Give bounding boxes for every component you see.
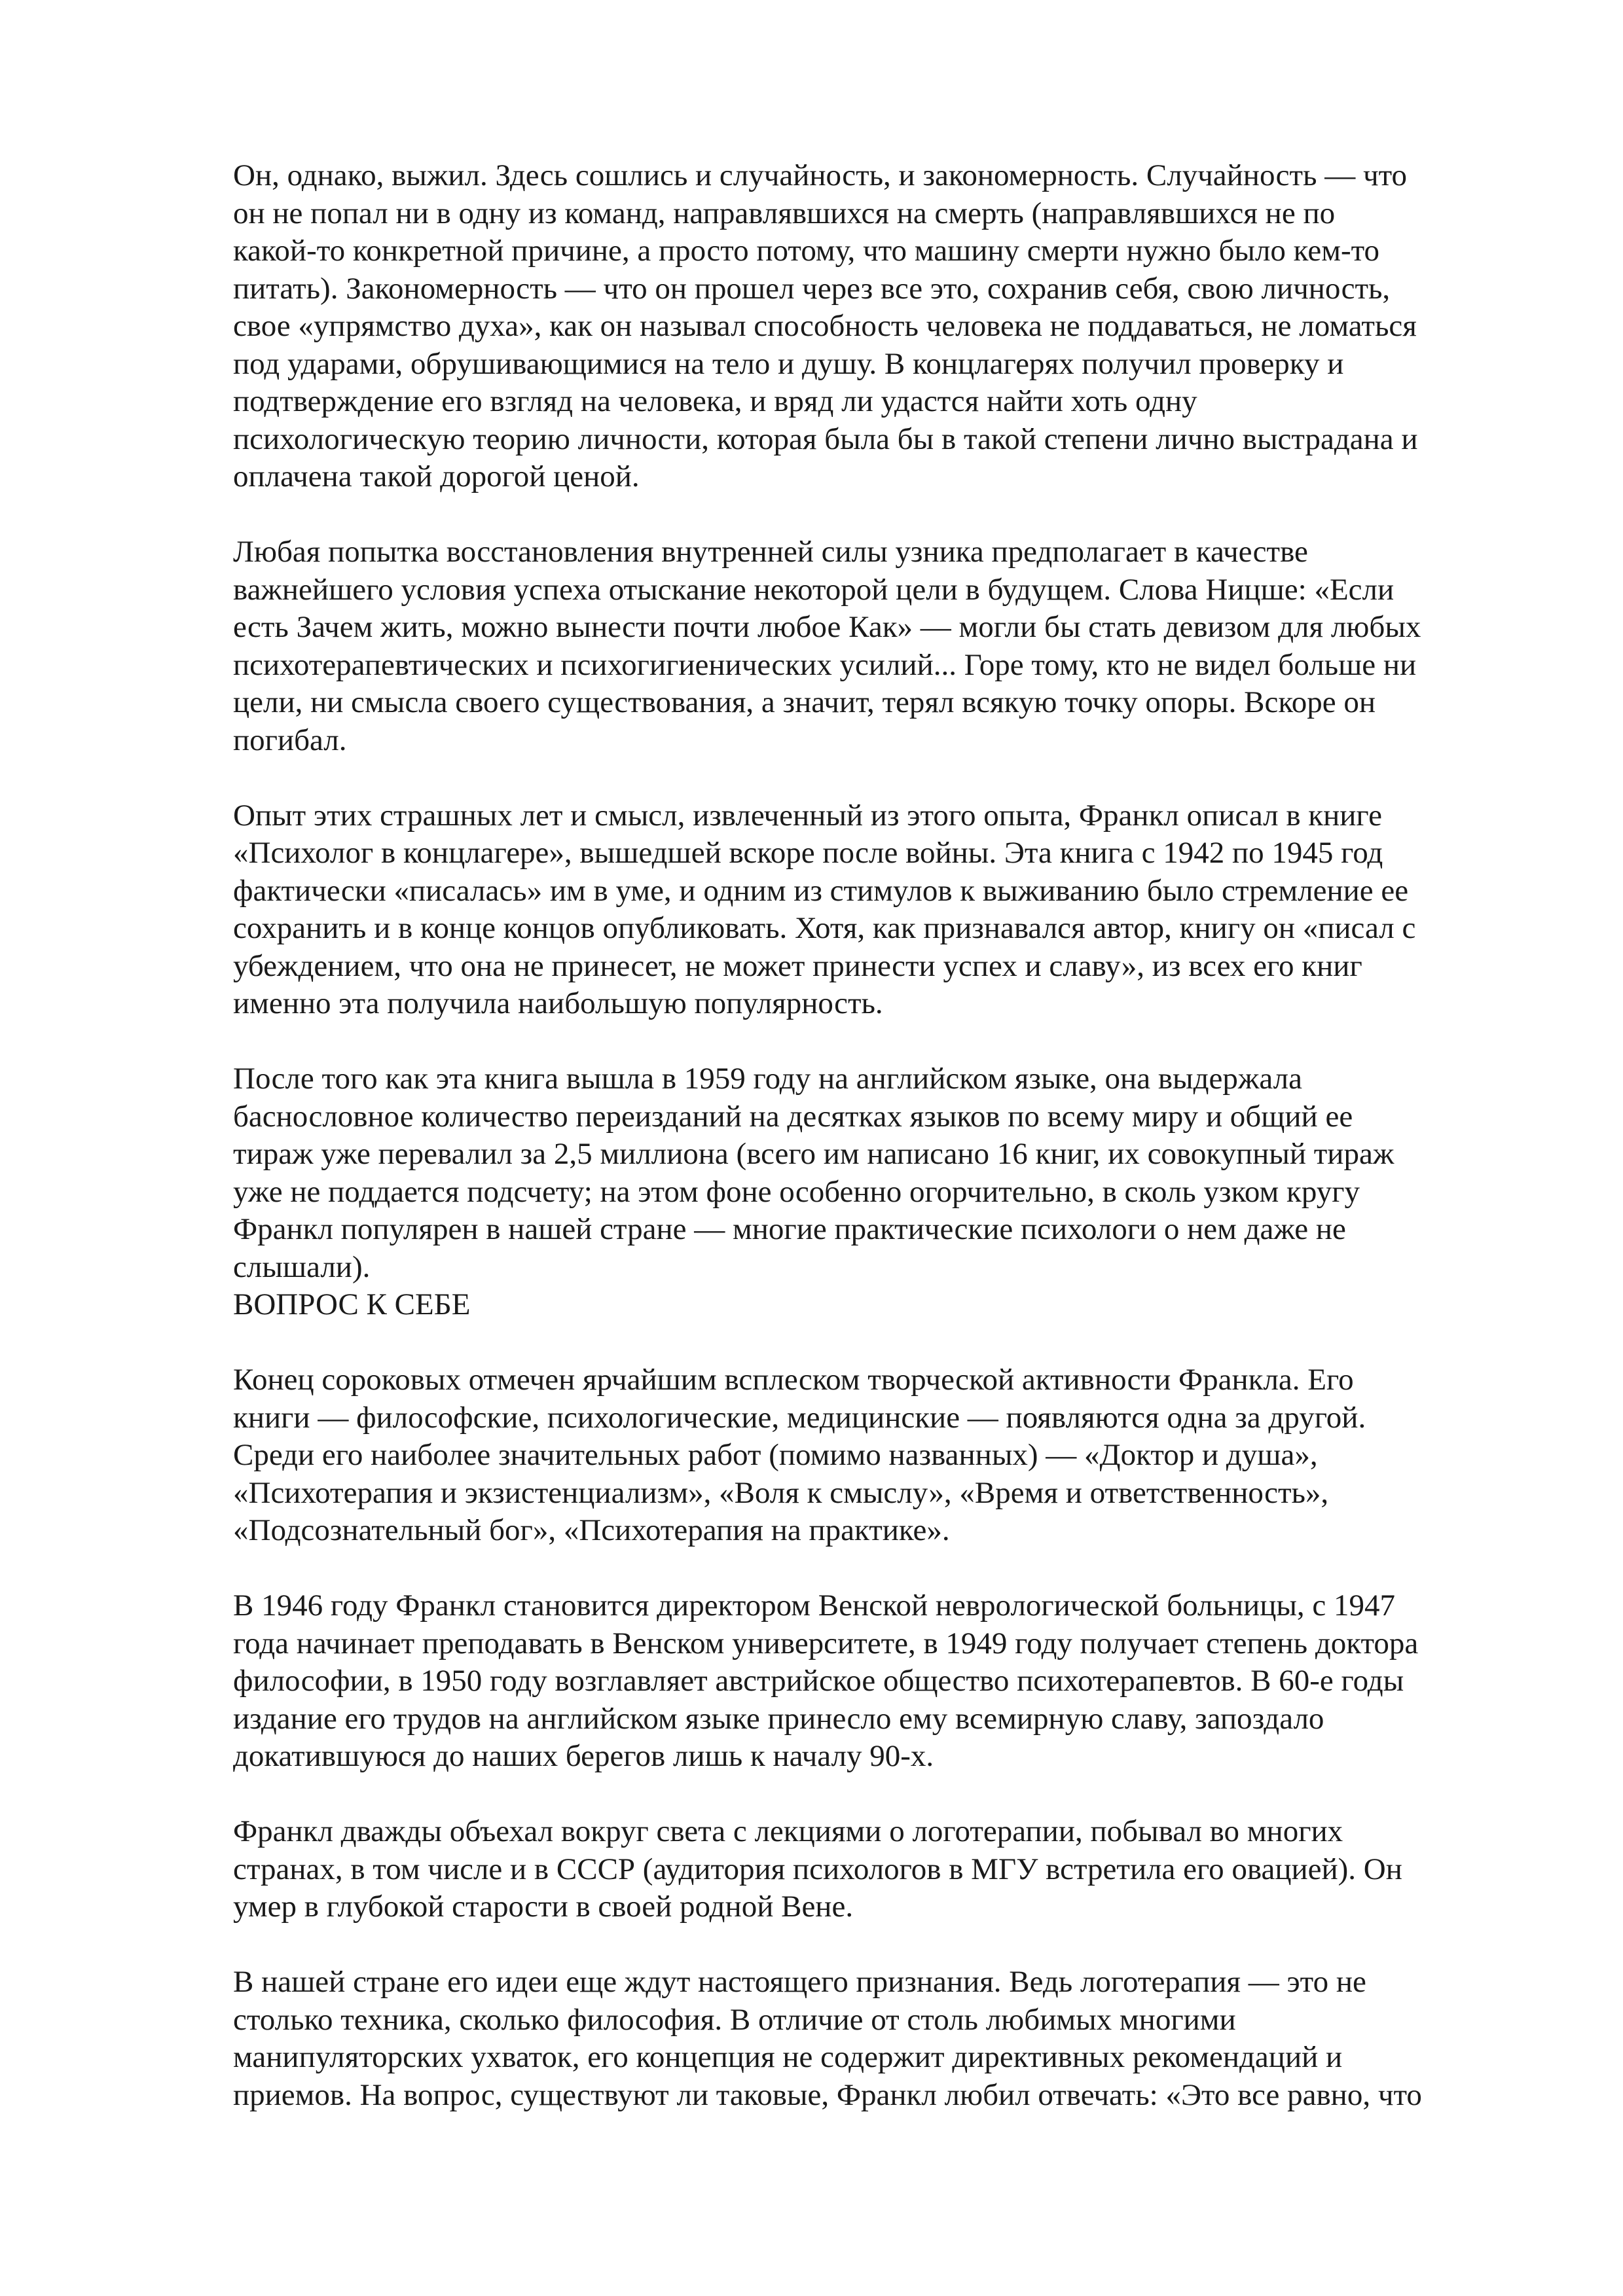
text-line: баснословное количество переизданий на десятках языков по всему миру и общий ее	[233, 1099, 1353, 1134]
paragraph	[233, 533, 1529, 759]
text-line: манипуляторских ухваток, его концепция не содержит директивных рекомендаций и	[233, 2040, 1343, 2074]
text-line: цели, ни смысла своего существования, а значит, терял всякую точку опоры. Вскоре он	[233, 685, 1376, 719]
paragraph-gap	[233, 759, 1529, 797]
text-line: В нашей стране его идеи еще ждут настоящего признания. Ведь логотерапия — это не	[233, 1965, 1366, 1999]
text-line: подтверждение его взгляд на человека, и вряд ли удастся найти хоть одну	[233, 384, 1197, 418]
text-line: странах, в том числе и в СССР (аудитория психологов в МГУ встретила его овацией). Он	[233, 1852, 1402, 1886]
text-line: питать). Закономерность — что он прошел через все это, сохранив себя, свою личность,	[233, 271, 1391, 306]
text-line: сохранить и в конце концов опубликовать. Хотя, как признавался автор, книгу он «писал с	[233, 911, 1416, 945]
text-line: оплачена такой дорогой ценой.	[233, 459, 640, 493]
paragraph	[233, 1361, 1529, 1550]
paragraph-gap	[233, 496, 1529, 534]
paragraph-gap	[233, 1324, 1529, 1362]
text-line: под ударами, обрушивающимися на тело и душу. В концлагерях получил проверку и	[233, 346, 1344, 381]
text-line: погибал.	[233, 723, 347, 757]
paragraph	[233, 1964, 1529, 2114]
text-line: Он, однако, выжил. Здесь сошлись и случайность, и закономерность. Случайность — что	[233, 158, 1408, 192]
text-line: «Подсознательный бог», «Психотерапия на практике».	[233, 1513, 950, 1547]
text-line: столько техника, сколько философия. В отличие от столь любимых многими	[233, 2002, 1236, 2037]
text-line: «Психотерапия и экзистенциализм», «Воля к смыслу», «Время и ответственность»,	[233, 1475, 1329, 1510]
text-line: книги — философские, психологические, медицинские — появляются одна за другой.	[233, 1400, 1366, 1435]
text-line: именно эта получила наибольшую популярность.	[233, 986, 883, 1020]
text-line: психотерапевтических и психогигиенических усилий... Горе тому, кто не видел больше ни	[233, 647, 1417, 682]
text-line: важнейшего условия успеха отыскание некоторой цели в будущем. Слова Ницше: «Если	[233, 572, 1395, 607]
text-line: слышали).	[233, 1249, 371, 1284]
text-line: докатившуюся до наших берегов лишь к началу 90-х.	[233, 1739, 934, 1773]
text-line: приемов. На вопрос, существуют ли таковые, Франкл любил отвечать: «Это все равно, что	[233, 2077, 1422, 2112]
text-line: убеждением, что она не принесет, не может принести успех и славу», из всех его книг	[233, 948, 1362, 983]
text-line: В 1946 году Франкл становится директором Венской неврологической больницы, с 1947	[233, 1588, 1396, 1623]
text-line: фактически «писалась» им в уме, и одним из стимулов к выживанию было стремление ее	[233, 873, 1409, 908]
paragraph	[233, 1587, 1529, 1776]
text-line: «Психолог в концлагере», вышедшей вскоре после войны. Эта книга с 1942 по 1945 год	[233, 836, 1383, 870]
text-line: Франкл дважды объехал вокруг света с лекциями о логотерапии, побывал во многих	[233, 1814, 1343, 1848]
text-line: Опыт этих страшных лет и смысл, извлеченный из этого опыта, Франкл описал в книге	[233, 798, 1382, 833]
paragraph-gap	[233, 1926, 1529, 1964]
text-line: свое «упрямство духа», как он называл способность человека не поддаваться, не ломаться	[233, 309, 1417, 343]
text-line: философии, в 1950 году возглавляет австрийское общество психотерапевтов. В 60-е годы	[233, 1664, 1404, 1698]
text-line: какой-то конкретной причине, а просто потому, что машину смерти нужно было кем-то	[233, 234, 1380, 268]
paragraph	[233, 157, 1529, 496]
text-line: он не попал ни в одну из команд, направлявшихся на смерть (направлявшихся не по	[233, 196, 1336, 230]
paragraph	[233, 797, 1529, 1023]
section-heading	[233, 1286, 1529, 1324]
text-line: умер в глубокой старости в своей родной Вене.	[233, 1890, 854, 1924]
text-line: есть Зачем жить, можно вынести почти любое Как» — могли бы стать девизом для любых	[233, 610, 1421, 644]
text-line: Франкл популярен в нашей стране — многие практические психологи о нем даже не	[233, 1212, 1346, 1246]
text-line: психологическую теорию личности, которая была бы в такой степени лично выстрадана и	[233, 422, 1418, 456]
text-line: тираж уже перевалил за 2,5 миллиона (всего им написано 16 книг, их совокупный тираж	[233, 1137, 1395, 1171]
text-line: Любая попытка восстановления внутренней силы узника предполагает в качестве	[233, 535, 1308, 569]
document-page	[233, 157, 1529, 2114]
paragraph-gap	[233, 1776, 1529, 1814]
paragraph	[233, 1060, 1529, 1286]
paragraph-gap	[233, 1550, 1529, 1588]
text-line: года начинает преподавать в Венском университете, в 1949 году получает степень доктора	[233, 1626, 1419, 1660]
text-line: После того как эта книга вышла в 1959 году на английском языке, она выдержала	[233, 1062, 1302, 1096]
section-heading-text: ВОПРОС К СЕБЕ	[233, 1287, 471, 1321]
paragraph-gap	[233, 1023, 1529, 1061]
text-line: Конец сороковых отмечен ярчайшим всплеском творческой активности Франкла. Его	[233, 1363, 1354, 1397]
text-line: уже не поддается подсчету; на этом фоне особенно огорчительно, в сколь узком кругу	[233, 1174, 1360, 1209]
text-line: Среди его наиболее значительных работ (помимо названных) — «Доктор и душа»,	[233, 1438, 1318, 1472]
paragraph	[233, 1813, 1529, 1926]
text-line: издание его трудов на английском языке принесло ему всемирную славу, запоздало	[233, 1701, 1324, 1736]
